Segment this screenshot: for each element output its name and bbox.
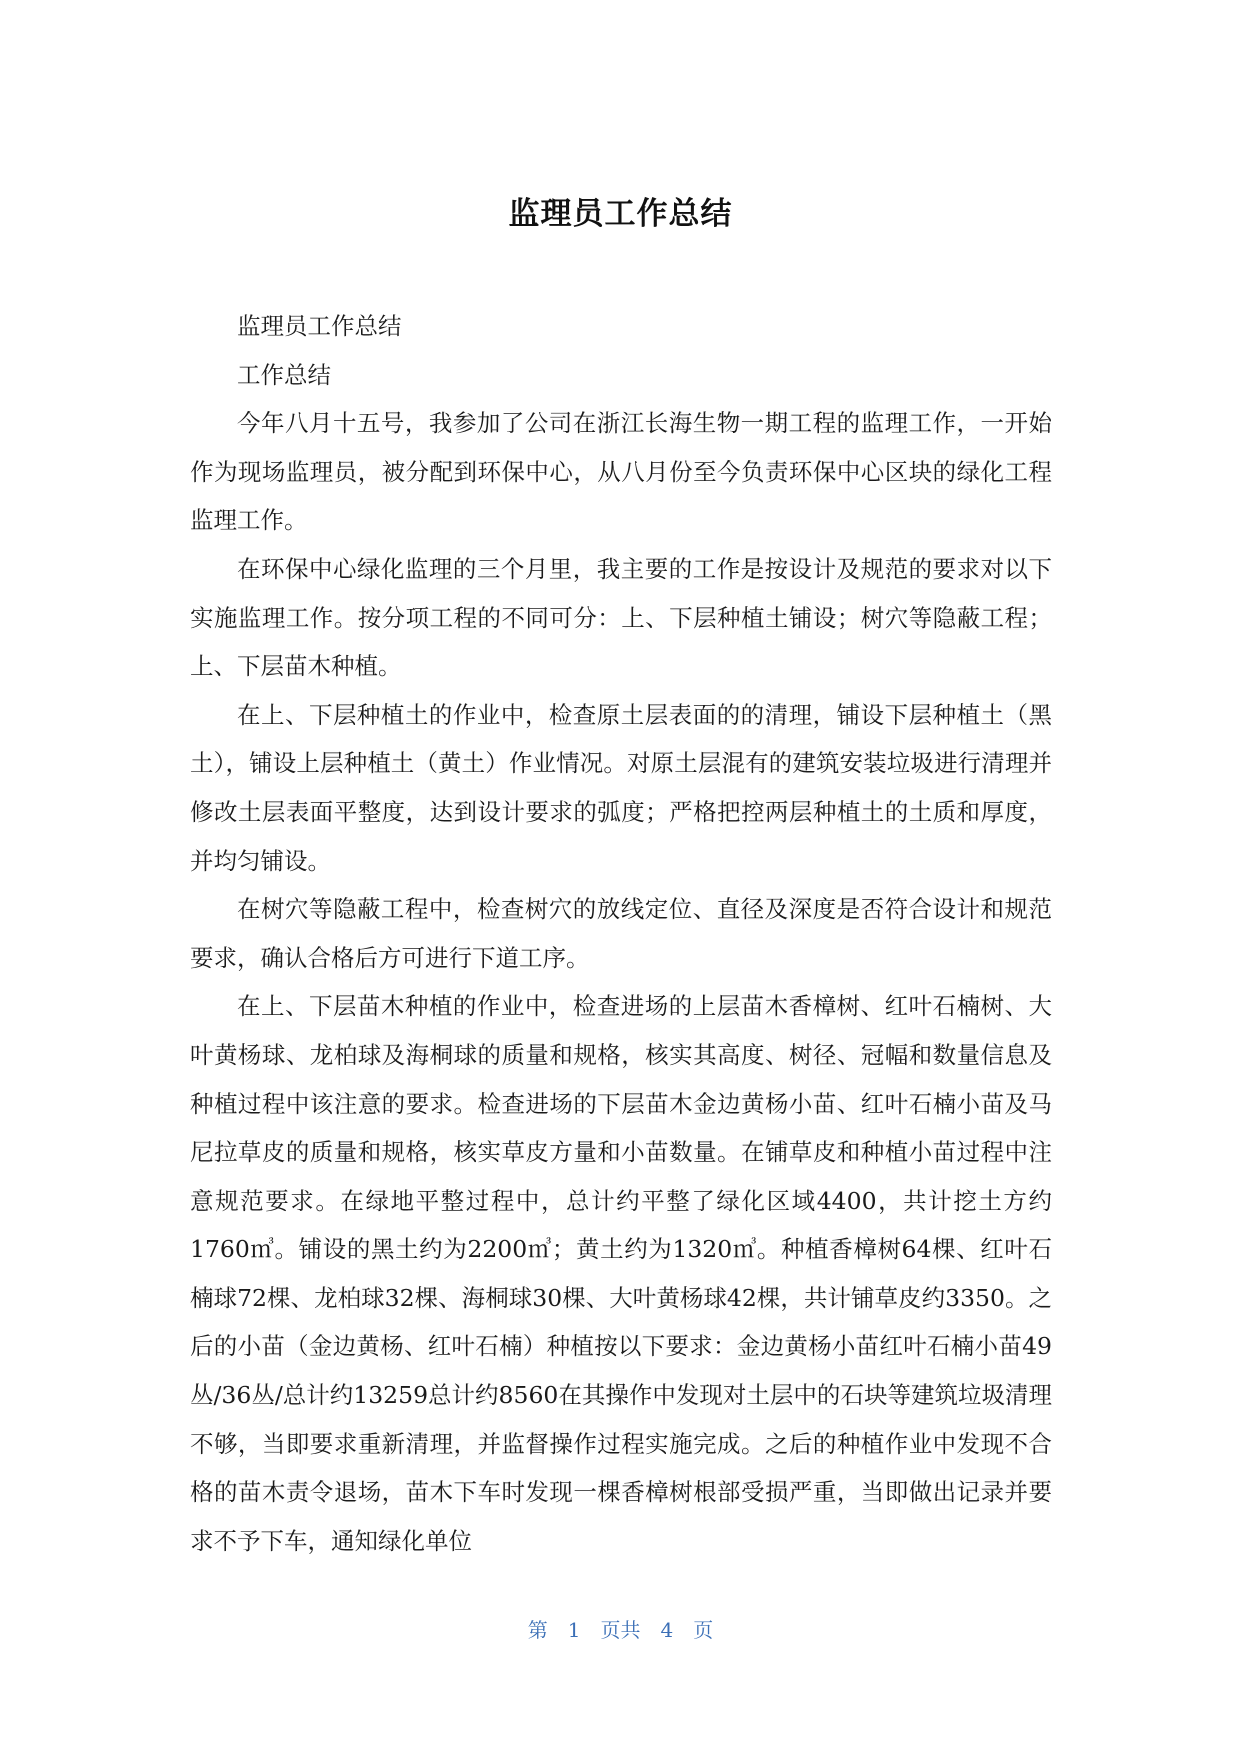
paragraph-heading: 监理员工作总结 bbox=[237, 312, 402, 340]
page-prefix: 第 bbox=[527, 1618, 548, 1642]
paragraph: 在树穴等隐蔽工程中，检查树穴的放线定位、直径及深度是否符合设计和规范要求，确认合格后方可进行下道工序。 bbox=[190, 895, 1052, 972]
paragraph: 在环保中心绿化监理的三个月里，我主要的工作是按设计及规范的要求对以下实施监理工作。按分项工程的不同可分：上、下层种植土铺设；树穴等隐蔽工程；上、下层苗木种植。 bbox=[190, 554, 1052, 681]
page-current: 1 bbox=[567, 1618, 581, 1642]
paragraph: 在上、下层种植土的作业中，检查原土层表面的的清理，铺设下层种植土（黑土），铺设上层种植土（黄土）作业情况。对原土层混有的建筑安装垃圾进行清理并修改土层表面平整度，达到设计要求的弧度；严格把控两层种植土的土质和厚度，并均匀铺设。 bbox=[190, 700, 1052, 875]
document-body bbox=[190, 302, 1052, 1565]
paragraph: 今年八月十五号，我参加了公司在浙江长海生物一期工程的监理工作，一开始作为现场监理员，被分配到环保中心，从八月份至今负责环保中心区块的绿化工程监理工作。 bbox=[190, 409, 1052, 535]
page-suffix: 页 bbox=[693, 1618, 714, 1642]
page-number-footer bbox=[0, 1614, 1241, 1643]
document-title: 监理员工作总结 bbox=[508, 196, 733, 232]
paragraph: 在上、下层苗木种植的作业中，检查进场的上层苗木香樟树、红叶石楠树、大叶黄杨球、龙柏球及海桐球的质量和规格，核实其高度、树径、冠幅和数量信息及种植过程中该注意的要求。检查进场的下层苗木金边黄杨小苗、红叶石楠小苗及马尼拉草皮的质量和规格，核实草皮方量和小苗数量。在铺草皮和种植小苗过程中注意规范要求。在绿地平整过程中，总计约平整了绿化区域4400，共计挖土方约1760㎥。铺设的黑土约为2200㎥；黄土约为1320㎥。种植香樟树64棵、红叶石楠球72棵、龙柏球32棵、海桐球30棵、大叶黄杨球42棵，共计铺草皮约3350。之后的小苗（金边黄杨、红叶石楠）种植按以下要求：金边黄杨小苗红叶石楠小苗49丛/36丛/总计约13259总计约8560在其操作中发现对土层中的石块等建筑垃圾清理不够，当即要求重新清理，并监督操作过程实施完成。之后的种植作业中发现不合格的苗木责令退场，苗木下车时发现一棵香樟树根部受损严重，当即做出记录并要求不予下车，通知绿化单位 bbox=[190, 992, 1052, 1555]
paragraph-subheading: 工作总结 bbox=[237, 360, 331, 389]
page-total: 4 bbox=[660, 1618, 674, 1642]
page-mid: 页共 bbox=[600, 1618, 641, 1642]
